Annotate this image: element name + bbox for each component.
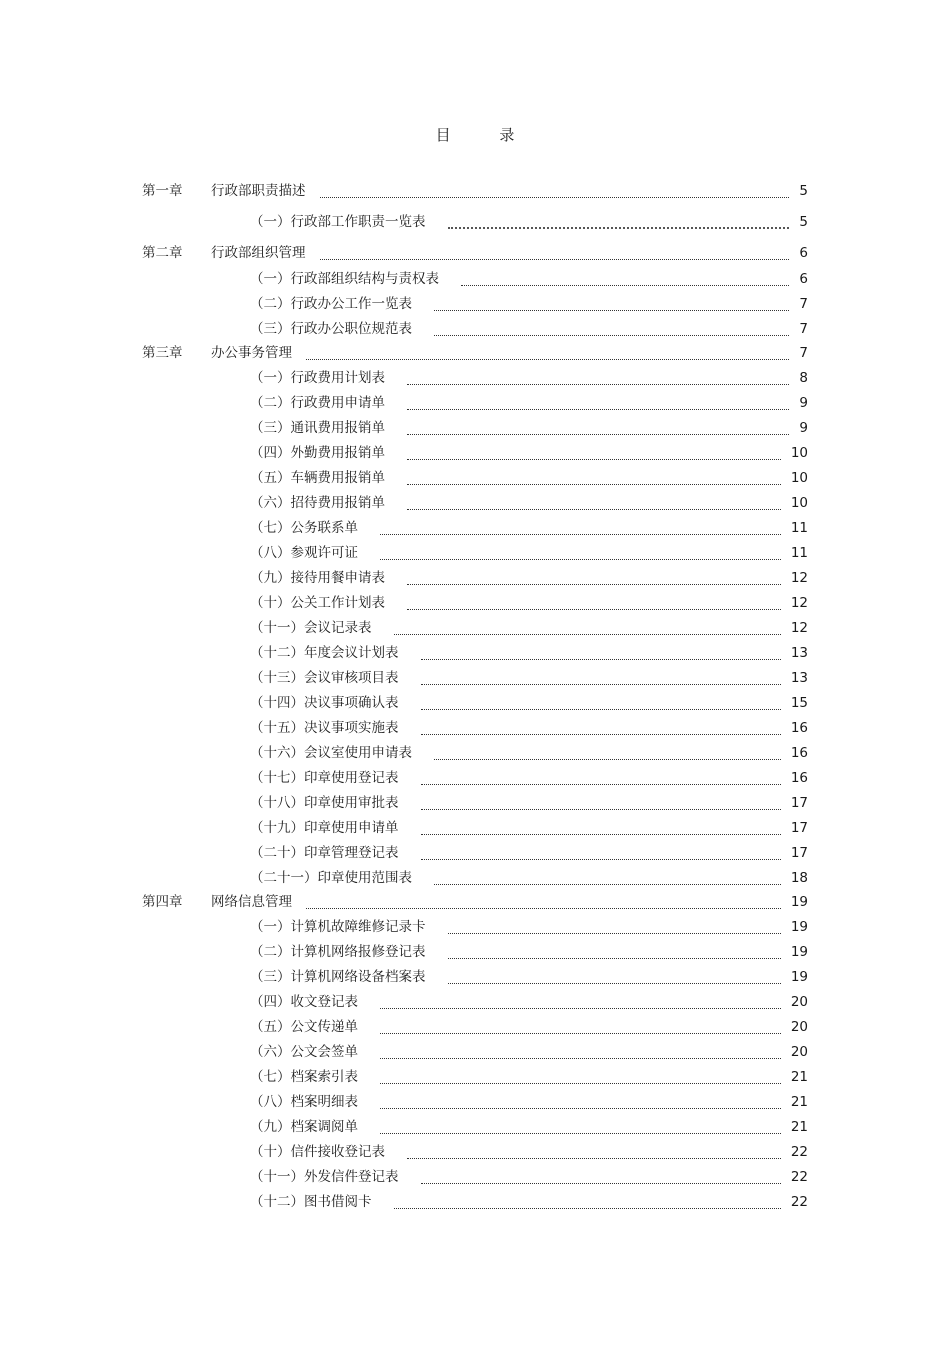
entry-title: （十二）图书借阅卡 [250,1194,372,1210]
dot-leader [407,405,789,410]
toc-section-entry[interactable] [142,368,808,388]
dot-leader [380,555,781,560]
page-number: 7 [799,296,808,312]
toc-section-entry[interactable] [142,843,808,863]
dot-leader [320,193,790,198]
toc-section-entry[interactable] [142,718,808,738]
toc-section-entry[interactable] [142,693,808,713]
toc-section-entry[interactable] [142,942,808,962]
entry-title: （九）档案调阅单 [250,1119,358,1135]
page-number: 12 [790,595,808,611]
toc-section-entry[interactable] [142,793,808,813]
entry-title: （一）行政部工作职责一览表 [250,214,426,230]
dot-leader [421,655,781,660]
toc-section-entry[interactable] [142,768,808,788]
toc-section-entry[interactable] [142,1167,808,1187]
dot-leader [448,954,781,959]
toc-chapter-entry[interactable] [142,343,808,363]
toc-section-entry[interactable] [142,743,808,763]
dot-leader [448,929,781,934]
dot-leader [320,255,790,260]
page-number: 17 [790,845,808,861]
toc-section-entry[interactable] [142,668,808,688]
toc-section-entry[interactable] [142,1192,808,1212]
entry-title: （七）档案索引表 [250,1069,358,1085]
entry-title: 行政部组织管理 [211,245,306,261]
page-number: 16 [790,770,808,786]
dot-leader [407,605,781,610]
page-number: 15 [790,695,808,711]
entry-title: （四）外勤费用报销单 [250,445,385,461]
dot-leader [380,1104,781,1109]
page-number: 7 [799,321,808,337]
entry-title: （五）车辆费用报销单 [250,470,385,486]
page-number: 19 [790,894,808,910]
dot-leader [434,306,789,311]
dot-leader [421,855,781,860]
page-number: 20 [790,994,808,1010]
page-number: 6 [799,271,808,287]
page-number: 22 [790,1144,808,1160]
dot-leader [380,1079,781,1084]
dot-leader [434,331,789,336]
page-number: 7 [799,345,808,361]
toc-chapter-entry[interactable] [142,243,808,263]
toc-section-entry[interactable] [142,568,808,588]
entry-title: （十九）印章使用申请单 [250,820,399,836]
entry-title: （十四）决议事项确认表 [250,695,399,711]
toc-section-entry[interactable] [142,868,808,888]
page-number: 22 [790,1194,808,1210]
toc-section-entry[interactable] [142,212,808,232]
entry-title: （一）行政部组织结构与责权表 [250,271,439,287]
page-number: 17 [790,795,808,811]
toc-section-entry[interactable] [142,468,808,488]
entry-title: （八）参观许可证 [250,545,358,561]
entry-title: （十七）印章使用登记表 [250,770,399,786]
page-number: 13 [790,645,808,661]
toc-section-entry[interactable] [142,294,808,314]
toc-section-entry[interactable] [142,1117,808,1137]
dot-leader [421,680,781,685]
toc-section-entry[interactable] [142,269,808,289]
entry-title: （十）公关工作计划表 [250,595,385,611]
entry-title: （十二）年度会议计划表 [250,645,399,661]
entry-title: （二十）印章管理登记表 [250,845,399,861]
toc-section-entry[interactable] [142,1067,808,1087]
entry-title: 办公事务管理 [211,345,292,361]
page-number: 13 [790,670,808,686]
toc-section-entry[interactable] [142,917,808,937]
toc-chapter-entry[interactable] [142,181,808,201]
entry-title: （十一）会议记录表 [250,620,372,636]
dot-leader [461,281,789,286]
page-number: 11 [790,520,808,536]
page-number: 9 [799,420,808,436]
page-number: 5 [799,214,808,230]
toc-section-entry[interactable] [142,992,808,1012]
dot-leader [407,430,789,435]
entry-title: （十一）外发信件登记表 [250,1169,399,1185]
page-number: 20 [790,1019,808,1035]
dot-leader [306,355,789,360]
toc-section-entry[interactable] [142,393,808,413]
page-number: 9 [799,395,808,411]
entry-title: （一）行政费用计划表 [250,370,385,386]
toc-section-entry[interactable] [142,1142,808,1162]
toc-section-entry[interactable] [142,319,808,339]
page-number: 11 [790,545,808,561]
entry-title: （九）接待用餐申请表 [250,570,385,586]
page-number: 16 [790,745,808,761]
toc-section-entry[interactable] [142,618,808,638]
entry-title: （十五）决议事项实施表 [250,720,399,736]
dot-leader [407,580,781,585]
entry-title: （七）公务联系单 [250,520,358,536]
chapter-number: 第四章 [142,894,183,910]
entry-title: （六）公文会签单 [250,1044,358,1060]
entry-title: （二）计算机网络报修登记表 [250,944,426,960]
entry-title: （八）档案明细表 [250,1094,358,1110]
page-number: 19 [790,919,808,935]
page-number: 18 [790,870,808,886]
toc-section-entry[interactable] [142,593,808,613]
dot-leader [306,904,781,909]
dot-leader [434,880,781,885]
dot-leader [380,1029,781,1034]
entry-title: （三）行政办公职位规范表 [250,321,412,337]
toc-section-entry[interactable] [142,1017,808,1037]
dot-leader [421,730,781,735]
dot-leader [380,1054,781,1059]
dot-leader [394,630,781,635]
entry-title: 网络信息管理 [211,894,292,910]
page-number: 16 [790,720,808,736]
dot-leader [407,480,781,485]
page-number: 10 [790,495,808,511]
toc-section-entry[interactable] [142,1042,808,1062]
page-number: 21 [790,1119,808,1135]
dot-leader [421,780,781,785]
chapter-number: 第一章 [142,183,183,199]
page-number: 20 [790,1044,808,1060]
dot-leader [421,1179,781,1184]
dot-leader [448,223,790,229]
toc-chapter-entry[interactable] [142,892,808,912]
dot-leader [407,455,781,460]
entry-title: （二）行政费用申请单 [250,395,385,411]
page-number: 22 [790,1169,808,1185]
dot-leader [407,1154,781,1159]
entry-title: （十）信件接收登记表 [250,1144,385,1160]
entry-title: （四）收文登记表 [250,994,358,1010]
entry-title: （二十一）印章使用范围表 [250,870,412,886]
dot-leader [421,830,781,835]
dot-leader [394,1204,781,1209]
page-number: 12 [790,620,808,636]
entry-title: （二）行政办公工作一览表 [250,296,412,312]
entry-title: （五）公文传递单 [250,1019,358,1035]
page-number: 19 [790,969,808,985]
toc-title: 目 录 [435,126,537,144]
dot-leader [421,805,781,810]
page-number: 6 [799,245,808,261]
entry-title: （三）计算机网络设备档案表 [250,969,426,985]
chapter-number: 第三章 [142,345,183,361]
toc-section-entry[interactable] [142,493,808,513]
page-number: 21 [790,1094,808,1110]
entry-title: （三）通讯费用报销单 [250,420,385,436]
dot-leader [380,1004,781,1009]
page-number: 5 [799,183,808,199]
entry-title: （十六）会议室使用申请表 [250,745,412,761]
entry-title: （六）招待费用报销单 [250,495,385,511]
page-number: 21 [790,1069,808,1085]
chapter-number: 第二章 [142,245,183,261]
toc-section-entry[interactable] [142,518,808,538]
page-number: 12 [790,570,808,586]
page-number: 8 [799,370,808,386]
entry-title: （十八）印章使用审批表 [250,795,399,811]
toc-section-entry[interactable] [142,443,808,463]
page-number: 10 [790,445,808,461]
page-number: 10 [790,470,808,486]
toc-section-entry[interactable] [142,418,808,438]
dot-leader [421,705,781,710]
toc-section-entry[interactable] [142,967,808,987]
toc-section-entry[interactable] [142,1092,808,1112]
entry-title: 行政部职责描述 [211,183,306,199]
dot-leader [434,755,781,760]
dot-leader [407,380,789,385]
entry-title: （十三）会议审核项目表 [250,670,399,686]
toc-section-entry[interactable] [142,543,808,563]
toc-section-entry[interactable] [142,643,808,663]
dot-leader [448,979,781,984]
dot-leader [407,505,781,510]
page-number: 17 [790,820,808,836]
entry-title: （一）计算机故障维修记录卡 [250,919,426,935]
dot-leader [380,530,781,535]
dot-leader [380,1129,781,1134]
toc-section-entry[interactable] [142,818,808,838]
page-number: 19 [790,944,808,960]
